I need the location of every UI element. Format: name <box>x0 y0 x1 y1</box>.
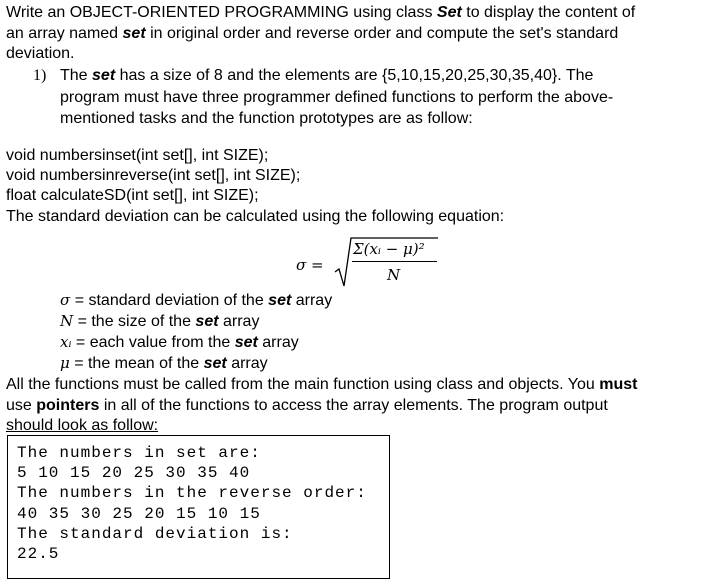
intro-line-1: Write an OBJECT-ORIENTED PROGRAMMING using class Set to display the content of <box>6 4 636 21</box>
closing-line-2: use pointers in all of the functions to access the array elements. The program output <box>6 397 608 414</box>
item-line-1: The set has a size of 8 and the elements are {5,10,15,20,25,30,35,40}. The <box>60 67 594 84</box>
prototype-line: float calculateSD(int set[], int SIZE); <box>6 187 259 204</box>
closing-line-1: All the functions must be called from the main function using class and objects. You must <box>6 376 638 393</box>
output-line: 5 10 15 20 25 30 35 40 <box>17 464 251 482</box>
formula-numerator: Σ(xᵢ − μ)² <box>353 240 425 258</box>
program-output-box <box>7 435 390 579</box>
item-line-3: mentioned tasks and the function prototypes are as follow: <box>60 110 473 127</box>
prototype-line: void numbersinreverse(int set[], int SIZE); <box>6 167 301 184</box>
definition-row: N = the size of the set array <box>60 312 260 330</box>
prototype-line: void numbersinset(int set[], int SIZE); <box>6 147 269 164</box>
item-line-2: program must have three programmer defined functions to perform the above- <box>60 89 614 106</box>
output-line: The standard deviation is: <box>17 525 293 543</box>
output-line: The numbers in the reverse order: <box>17 484 367 502</box>
output-line: 40 35 30 25 20 15 10 15 <box>17 505 261 523</box>
output-line: The numbers in set are: <box>17 444 261 462</box>
item-number: 1) <box>33 67 47 84</box>
formula-lhs: σ = <box>296 256 324 274</box>
formula-denominator: N <box>387 266 401 284</box>
intro-line-3: deviation. <box>6 45 75 62</box>
output-line: 22.5 <box>17 545 60 563</box>
closing-line-3: should look as follow: <box>6 417 159 434</box>
definition-row: xᵢ = each value from the set array <box>60 333 299 351</box>
definition-row: σ = standard deviation of the set array <box>60 291 333 309</box>
intro-line-2: an array named set in original order and reverse order and compute the set's standard <box>6 25 619 42</box>
equation-intro: The standard deviation can be calculated using the following equation: <box>6 208 505 225</box>
fraction-bar <box>352 261 437 262</box>
definition-row: μ = the mean of the set array <box>60 354 268 372</box>
